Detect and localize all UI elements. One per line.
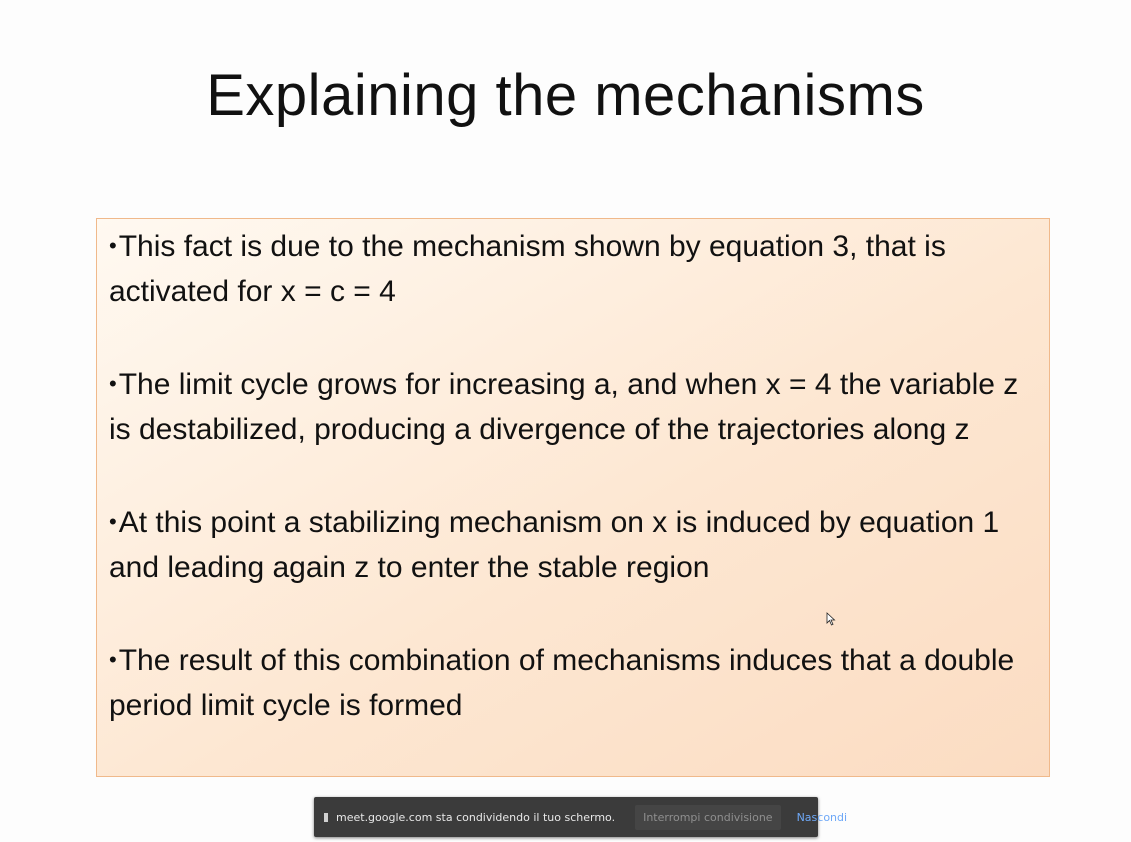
screen-share-bar xyxy=(314,797,848,837)
content-box xyxy=(96,218,1050,777)
bullet-marker: • xyxy=(109,647,117,672)
stop-sharing-button[interactable]: Interrompi condivisione xyxy=(635,805,781,830)
bullet-item xyxy=(109,637,1037,728)
bullet-text: The result of this combination of mechanisms induces that a double period limit cycle is formed xyxy=(109,644,1015,722)
bullet-text: This fact is due to the mechanism shown by equation 3, that is activated for x = c = 4 xyxy=(109,230,946,308)
pause-icon[interactable] xyxy=(324,813,328,822)
mouse-cursor-icon xyxy=(826,612,836,626)
bullet-marker: • xyxy=(109,233,117,258)
bullet-item xyxy=(109,361,1037,452)
bullet-marker: • xyxy=(109,509,117,534)
bullet-text: At this point a stabilizing mechanism on x is induced by equation 1 and leading again z to enter the stable region xyxy=(109,506,1000,584)
bullet-text: The limit cycle grows for increasing a, and when x = 4 the variable z is destabilized, producing a divergence of the trajectories along z xyxy=(109,368,1019,446)
slide-title: Explaining the mechanisms xyxy=(206,63,925,128)
share-status-message: meet.google.com sta condividendo il tuo schermo. xyxy=(336,810,616,824)
hide-button[interactable]: Nascondi xyxy=(796,810,848,824)
bullet-marker: • xyxy=(109,371,117,396)
bullet-item xyxy=(109,223,1037,314)
bullet-item xyxy=(109,499,1037,590)
